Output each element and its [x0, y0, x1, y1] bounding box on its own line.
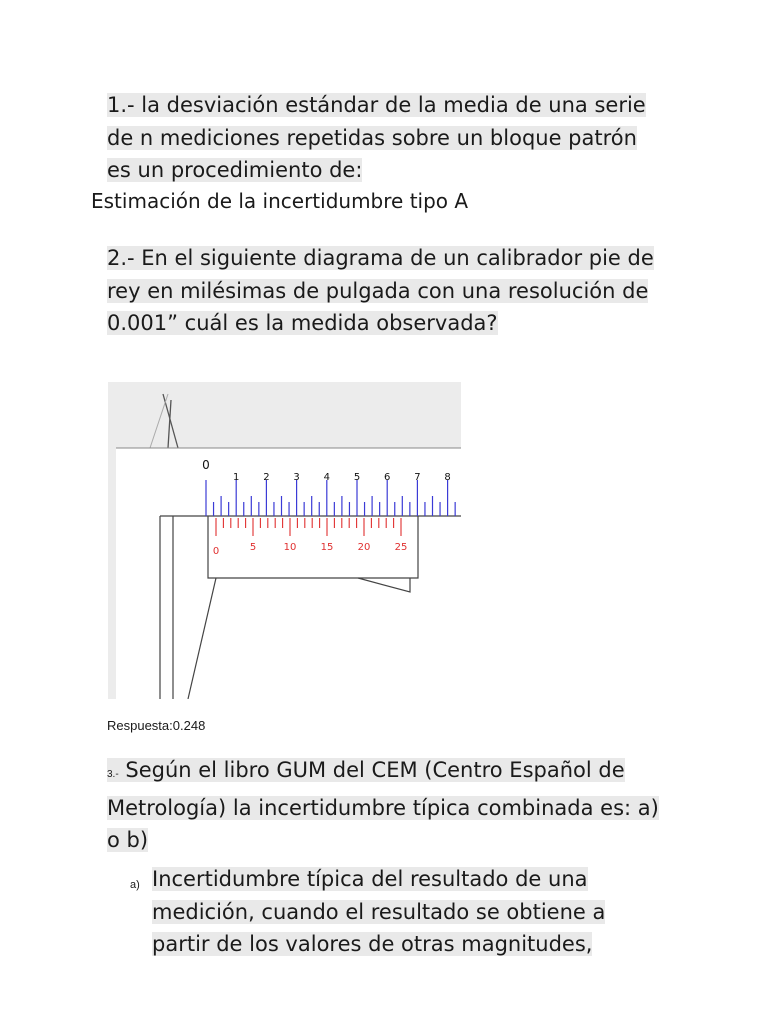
question-3-text: Según el libro GUM del CEM (Centro Español de Metrología) la incertidumbre típica combinada es: a) o b) — [107, 758, 659, 852]
main-scale-label: 4 — [323, 472, 330, 483]
depth-rod-line-2 — [168, 400, 171, 448]
main-scale-label: 5 — [353, 472, 361, 483]
vernier-scale-label: 15 — [320, 542, 334, 553]
answer-1: Estimación de la incertidumbre tipo A — [91, 189, 469, 213]
answer-2: Respuesta:0.248 — [107, 718, 206, 733]
main-scale-label: 0 — [202, 458, 210, 472]
option-a — [152, 863, 652, 961]
main-scale-label: 8 — [444, 472, 451, 483]
main-scale-label: 2 — [263, 472, 270, 483]
vernier-scale-label: 25 — [394, 542, 408, 553]
question-3 — [107, 754, 667, 857]
main-scale-label: 3 — [293, 472, 300, 483]
main-scale-label: 1 — [233, 472, 240, 483]
vernier-scale-label: 5 — [249, 542, 257, 553]
reflection-line — [150, 394, 168, 448]
question-1 — [107, 89, 667, 187]
vernier-caliper-diagram — [108, 382, 461, 699]
vernier-scale-label: 20 — [357, 542, 371, 553]
main-scale-label: 7 — [414, 472, 421, 483]
option-a-text: Incertidumbre típica del resultado de una medición, cuando el resultado se obtiene a partir de los valores de otras magnitudes, — [152, 867, 606, 956]
question-2 — [107, 242, 667, 340]
vernier-scale-label: 0 — [212, 546, 220, 557]
option-a-marker: a) — [130, 879, 140, 891]
main-scale-label: 6 — [384, 472, 391, 483]
question-2-text: 2.- En el siguiente diagrama de un calibrador pie de rey en milésimas de pulgada con una resolución de 0.001” cuál es la medida observada? — [107, 246, 654, 335]
question-3-number: 3.- — [107, 769, 119, 780]
caliper-body-bg — [116, 448, 461, 699]
question-3-body — [107, 758, 659, 852]
vernier-scale-label: 10 — [283, 542, 297, 553]
vernier-caliper-svg — [108, 382, 461, 699]
question-1-text: 1.- la desviación estándar de la media de una serie de n mediciones repetidas sobre un bloque patrón es un procedimiento de: — [107, 93, 646, 182]
